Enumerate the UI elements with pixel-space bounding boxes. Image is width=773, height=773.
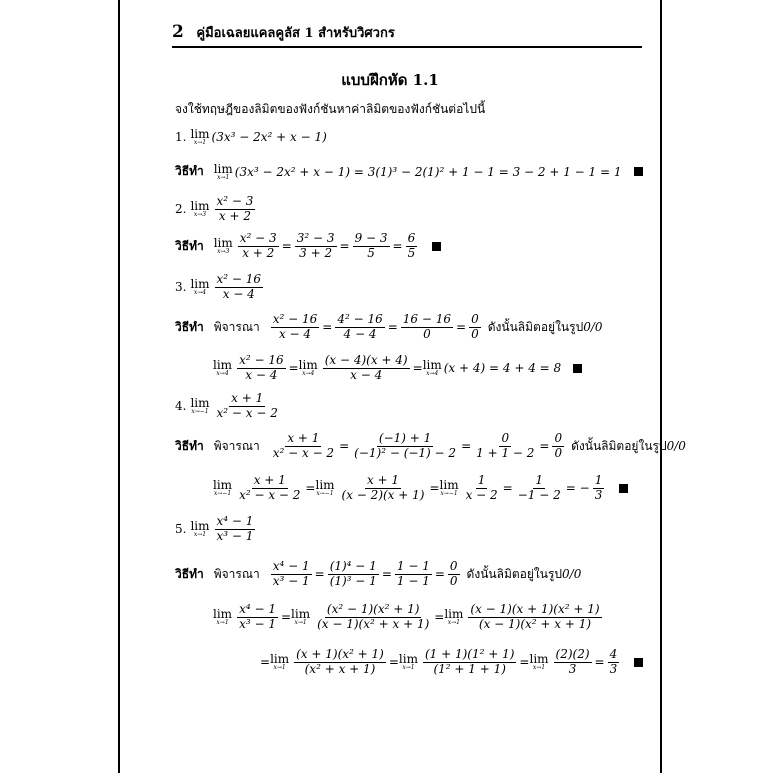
book-page bbox=[118, 0, 686, 773]
problem-1: 1. lim x→1 (3x³ − 2x² + x − 1) bbox=[175, 127, 327, 146]
lim-operator: lim x→1 bbox=[190, 127, 210, 146]
solution-4-consider: วิธีทำ พิจารณา $\frac{x + 1}{\text{x² − x − 2}}$ = $\frac{(-1) + 1}{\text{(−1)² − (−1) − 2}}$ = $\frac{0}{1 + 1 - 2}$ = $\frac{0}{0}$ ดังนั้นลิมิตอยู่ในรูป 0/0 bbox=[175, 431, 686, 460]
problem-3: 3. lim x→4 $\frac{\text{x² − 16}}{x - 4}$ bbox=[175, 272, 262, 301]
solution-4-factor: lim x→−1 $\frac{x + 1}{\text{x² − x − 2}}$ = lim x→−1 $\frac{x + 1}{(x - 2)(x + 1)}$ = lim x→−1 $\frac{1}{x - 2}$ = $\frac{1}{-1 - 2}$ = − $\frac{1}{3}$ bbox=[213, 474, 628, 503]
end-mark bbox=[432, 242, 441, 251]
end-mark bbox=[619, 484, 628, 493]
book-title: คู่มือเฉลยแคลคูลัส 1 สำหรับวิศวกร bbox=[196, 26, 395, 41]
solution-3-factor: lim x→4 $\frac{\text{x² − 16}}{x - 4}$ = lim x→4 $\frac{(x - 4)(x + 4)}{x - 4}$ = lim x→4 (x + 4) = 4 + 4 = 8 bbox=[213, 354, 582, 383]
solution-5-consider: วิธีทำ พิจารณา $\frac{\text{x⁴ − 1}}{\text{x³ − 1}}$ = $\frac{\text{(1)⁴ − 1}}{\text{(1)³ − 1}}$ = $\frac{1 - 1}{1 - 1}$ = $\frac{0}{0}$ ดังนั้นลิมิตอยู่ในรูป 0/0 bbox=[175, 559, 582, 588]
exercise-title: แบบฝึกหัด 1.1 bbox=[341, 71, 439, 89]
end-mark bbox=[634, 167, 643, 176]
solution-5-factor: lim x→1 $\frac{\text{x⁴ − 1}}{\text{x³ − 1}}$ = lim x→1 $\frac{\text{(x² − 1)(x² + 1)}}{\text{(x − 1)(x² + x + 1)}}$ = lim x→1 $\frac{\text{(x − 1)(x + 1)(x² + 1)}}{\text{(x − 1)(x² + x + 1)}}$ bbox=[213, 602, 600, 631]
instruction-text: จงใช้ทฤษฎีของลิมิตของฟังก์ชันหาค่าลิมิตของฟังก์ชันต่อไปนี้ bbox=[175, 102, 486, 116]
end-mark bbox=[634, 658, 643, 667]
solution-5-final: = lim x→1 $\frac{\text{(x + 1)(x² + 1)}}{\text{(x² + x + 1)}}$ = lim x→1 $\frac{\text{(1 + 1)(1² + 1)}}{\text{(1² + 1 + 1)}}$ = lim x→1 $\frac{(2)(2)}{3}$ = $\frac{4}{3}$ bbox=[260, 648, 643, 677]
problem-4: 4. lim x→−1 $\frac{x + 1}{\text{x² − x − 2}}$ bbox=[175, 391, 278, 420]
end-mark bbox=[573, 364, 582, 373]
solution-2: วิธีทำ lim x→3 $\frac{\text{x² − 3}}{x + 2}$ = $\frac{\text{3² − 3}}{3 + 2}$ = $\frac{9 - 3}{5}$ = $\frac{6}{5}$ bbox=[175, 232, 441, 261]
problem-5: 5. lim x→1 $\frac{\text{x⁴ − 1}}{\text{x³ − 1}}$ bbox=[175, 514, 254, 543]
page-number: 2 bbox=[172, 22, 184, 42]
page-header bbox=[172, 22, 642, 48]
solution-1: วิธีทำ lim x→1 (3x³ − 2x² + x − 1) = 3(1)³ − 2(1)² + 1 − 1 = 3 − 2 + 1 − 1 = 1 bbox=[175, 162, 643, 181]
problem-2: 2. lim x→3 $\frac{\text{x² − 3}}{x + 2}$ bbox=[175, 194, 254, 223]
solution-3-consider: วิธีทำ พิจารณา $\frac{\text{x² − 16}}{x - 4}$ = $\frac{\text{4² − 16}}{4 - 4}$ = $\frac{16 - 16}{0}$ = $\frac{0}{0}$ ดังนั้นลิมิตอยู่ในรูป 0/0 bbox=[175, 312, 603, 341]
